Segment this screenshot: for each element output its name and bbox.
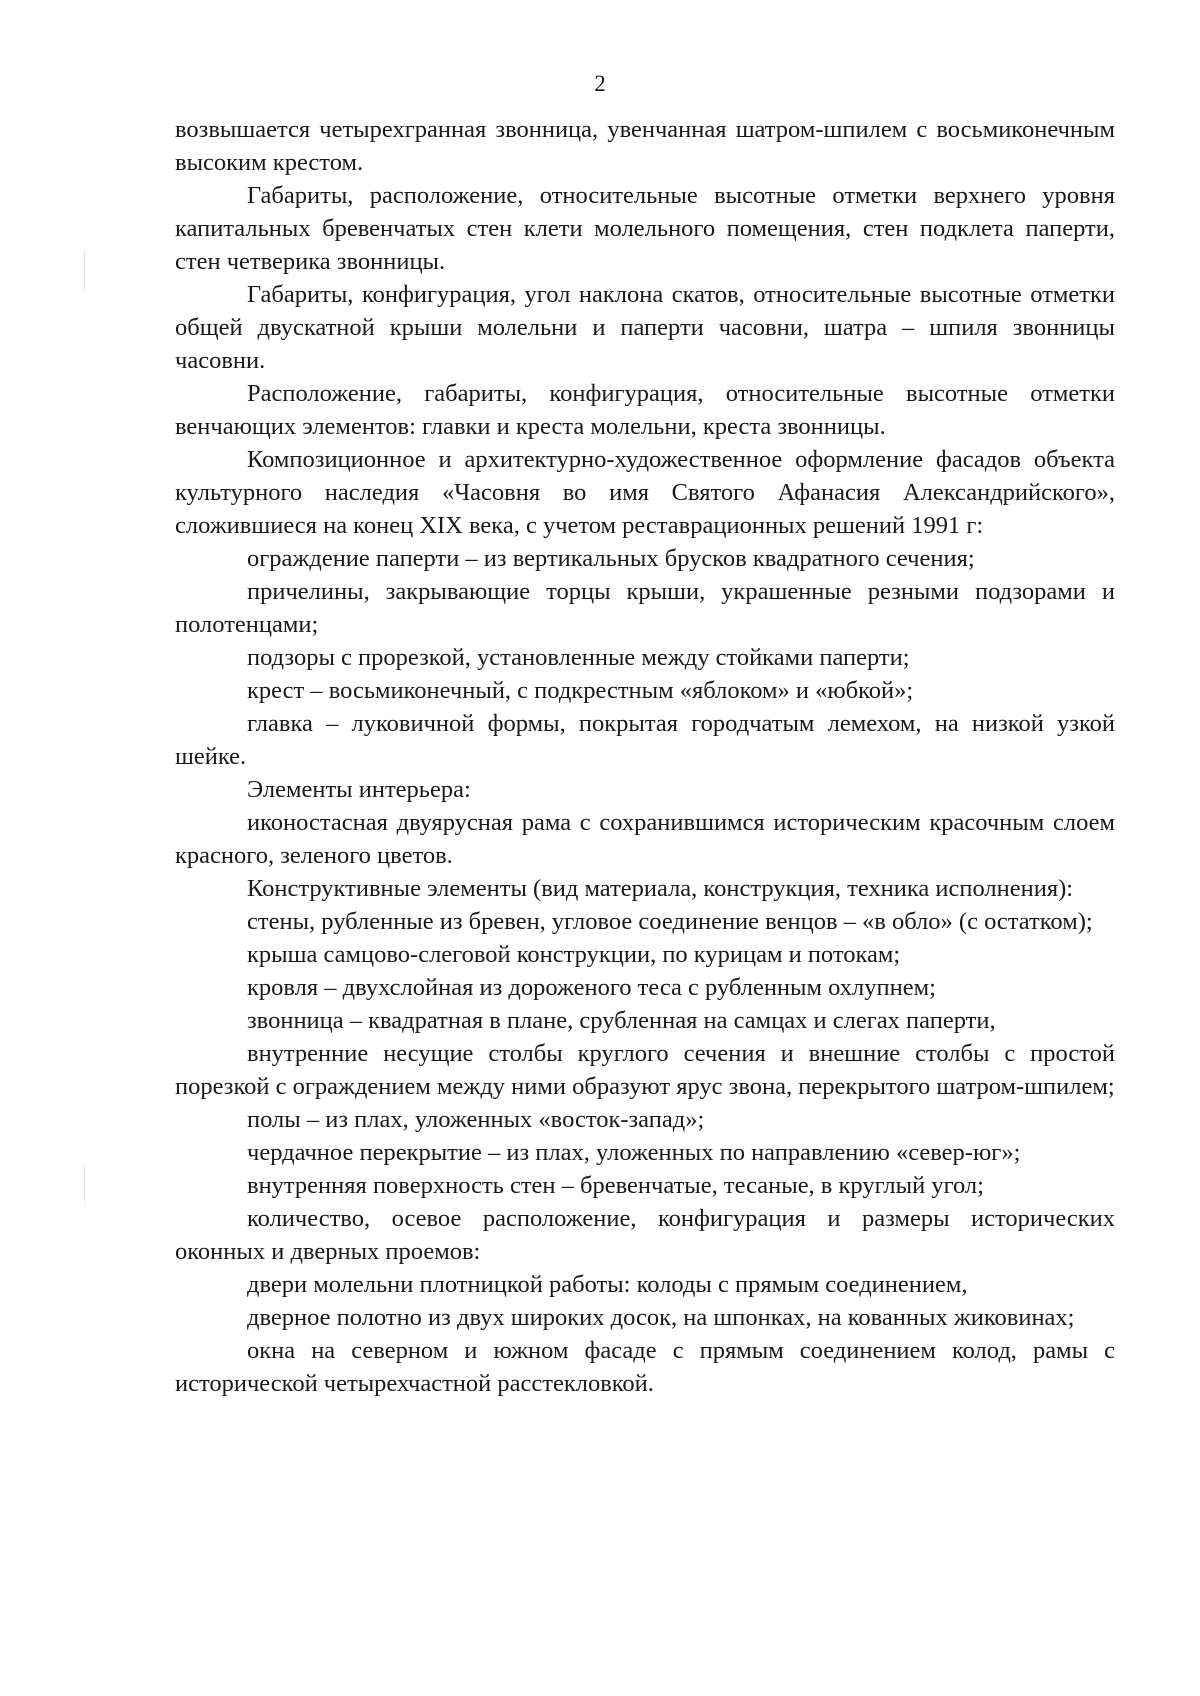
paragraph-24: дверное полотно из двух широких досок, на шпонках, на кованных жиковинах;: [247, 1304, 1075, 1331]
paragraph-22: количество, осевое расположение, конфигурация и размеры исторических оконных и дверных проемов:: [175, 1205, 1115, 1265]
paragraph-10: главка – луковичной формы, покрытая городчатым лемехом, на низкой узкой шейке.: [175, 710, 1115, 770]
scan-artifact-line: [84, 250, 85, 290]
paragraph-1: возвышается четырехгранная звонница, увенчанная шатром-шпилем с восьмиконечным высоким крестом.: [175, 116, 1115, 176]
paragraph-2: Габариты, расположение, относительные высотные отметки верхнего уровня капитальных бревенчатых стен клети молельного помещения, стен подклета паперти, стен четверика звонницы.: [175, 182, 1115, 275]
paragraph-17: звонница – квадратная в плане, срубленная на самцах и слегах паперти,: [247, 1007, 996, 1034]
paragraph-4: Расположение, габариты, конфигурация, относительные высотные отметки венчающих элементов: главки и креста молельни, креста звонницы.: [175, 380, 1115, 440]
paragraph-14: стены, рубленные из бревен, угловое соединение венцов – «в обло» (с остатком);: [247, 908, 1093, 935]
paragraph-16: кровля – двухслойная из дороженого теса с рубленным охлупнем;: [247, 974, 936, 1001]
paragraph-12: иконостасная двуярусная рама с сохранившимся историческим красочным слоем красного, зеленого цветов.: [175, 809, 1115, 869]
paragraph-7: причелины, закрывающие торцы крыши, украшенные резными подзорами и полотенцами;: [175, 578, 1115, 638]
paragraph-11: Элементы интерьера:: [247, 776, 471, 803]
scan-artifact-line: [84, 1165, 85, 1205]
page-number: 2: [594, 71, 606, 96]
paragraph-21: внутренняя поверхность стен – бревенчатые, тесаные, в круглый угол;: [247, 1172, 984, 1199]
paragraph-19: полы – из плах, уложенных «восток-запад»;: [247, 1106, 705, 1133]
paragraph-3: Габариты, конфигурация, угол наклона скатов, относительные высотные отметки общей двускатной крыши молельни и паперти часовни, шатра – шпиля звонницы часовни.: [175, 281, 1115, 374]
paragraph-8: подзоры с прорезкой, установленные между стойками паперти;: [247, 644, 910, 671]
document-body: [175, 113, 1115, 1400]
paragraph-18: внутренние несущие столбы круглого сечения и внешние столбы с простой порезкой с ограждением между ними образуют ярус звона, перекрытого шатром-шпилем;: [175, 1040, 1115, 1100]
paragraph-23: двери молельни плотницкой работы: колоды с прямым соединением,: [247, 1271, 968, 1298]
paragraph-5: Композиционное и архитектурно-художественное оформление фасадов объекта культурного наследия «Часовня во имя Святого Афанасия Александрийского», сложившиеся на конец XIX века, с учетом реставрационных решений 1991 г:: [175, 446, 1115, 539]
paragraph-20: чердачное перекрытие – из плах, уложенных по направлению «север-юг»;: [247, 1139, 1021, 1166]
paragraph-9: крест – восьмиконечный, с подкрестным «яблоком» и «юбкой»;: [247, 677, 914, 704]
paragraph-25: окна на северном и южном фасаде с прямым соединением колод, рамы с исторической четырехчастной расстекловкой.: [175, 1337, 1115, 1397]
paragraph-13: Конструктивные элементы (вид материала, конструкция, техника исполнения):: [247, 875, 1074, 902]
paragraph-15: крыша самцово-слеговой конструкции, по курицам и потокам;: [247, 941, 901, 968]
paragraph-6: ограждение паперти – из вертикальных брусков квадратного сечения;: [247, 545, 975, 572]
